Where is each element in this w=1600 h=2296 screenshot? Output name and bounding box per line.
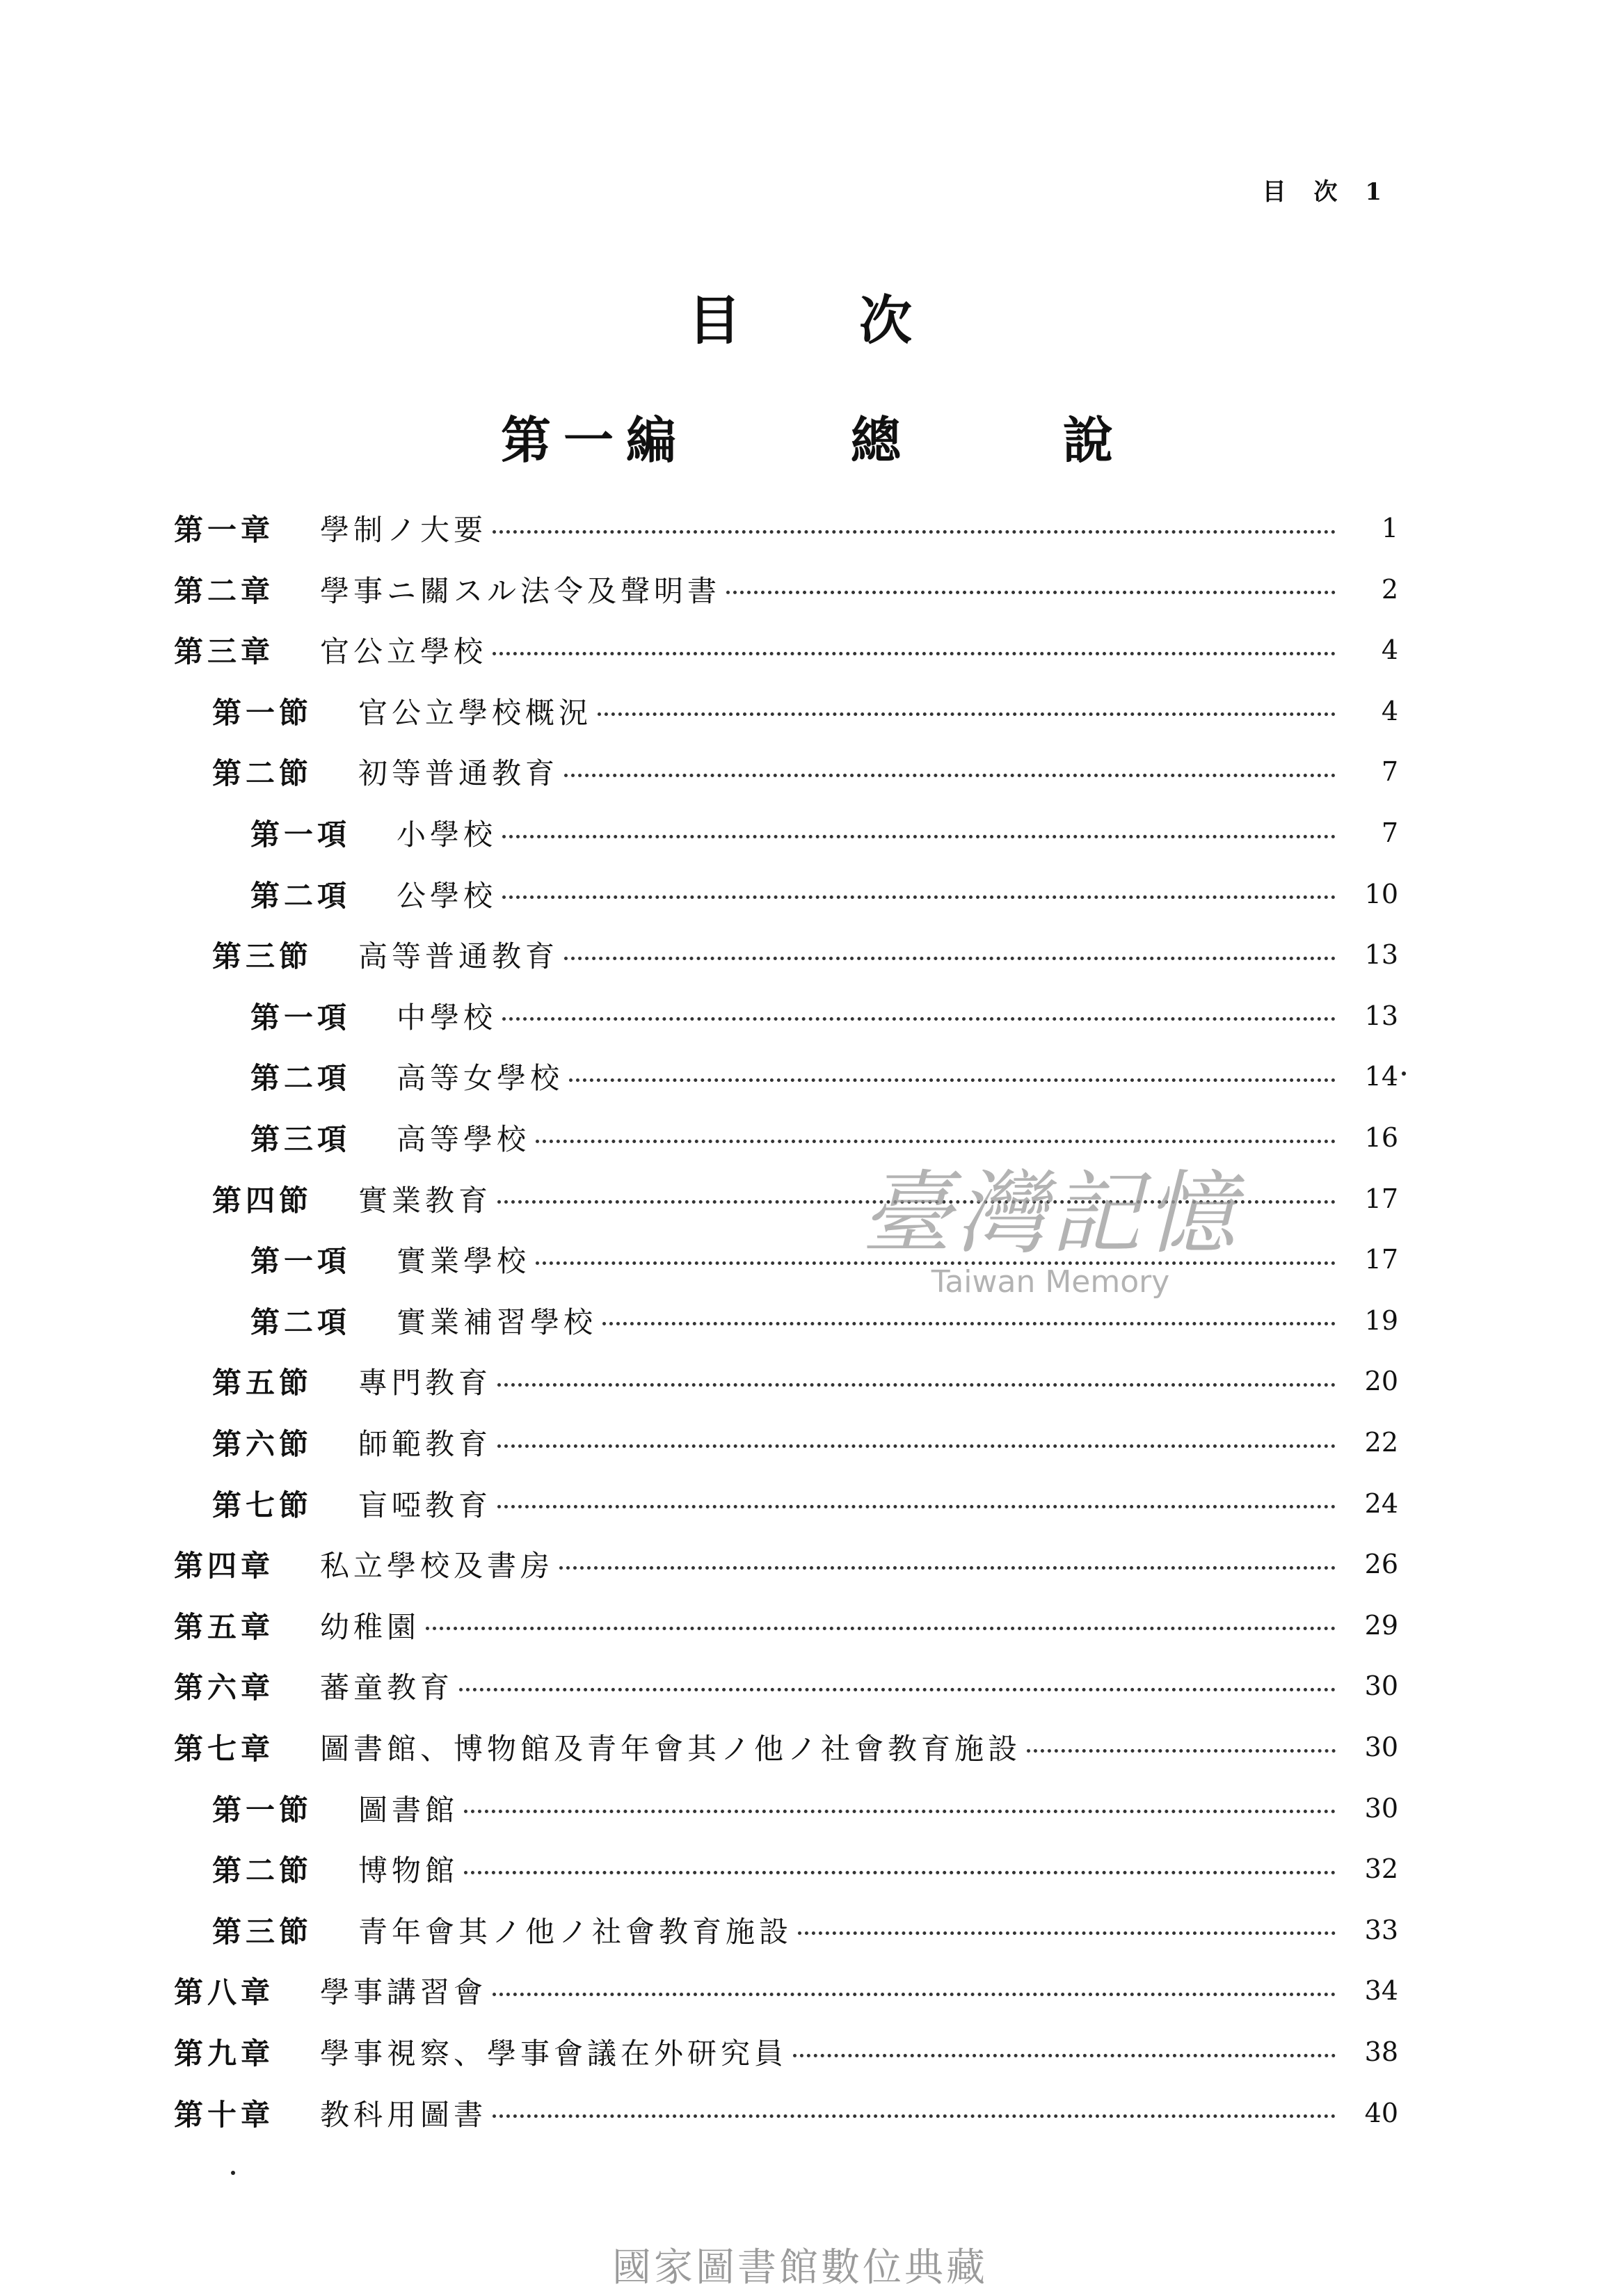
- dot-leader: [726, 591, 1336, 594]
- toc-entry-page-number: 34: [1364, 1975, 1398, 2007]
- toc-entry: [174, 2021, 1398, 2082]
- toc-entry-number: 第一項: [250, 818, 351, 852]
- toc-entry-number: 第二項: [250, 1305, 351, 1339]
- toc-entry-page-number: 13: [1364, 939, 1398, 971]
- toc-entry-title: 師範教育: [358, 1427, 493, 1461]
- toc-entry: [174, 1960, 1398, 2021]
- toc-entry-page-number: 33: [1364, 1914, 1398, 1945]
- toc-entry-page-number: 14: [1364, 1061, 1398, 1092]
- toc-entry-title: 學事ニ關スル法令及聲明書: [320, 573, 721, 608]
- speck: [1402, 1071, 1406, 1076]
- dot-leader: [464, 1871, 1336, 1874]
- dot-leader: [602, 1322, 1336, 1325]
- toc-entry-number: 第二項: [250, 1061, 351, 1096]
- toc-entry: [250, 863, 1398, 925]
- toc-entry-number: 第五節: [212, 1366, 313, 1401]
- toc-entry: [250, 1046, 1398, 1107]
- toc-entry-title: 盲啞教育: [358, 1488, 493, 1522]
- toc-entry-page-number: 2: [1381, 573, 1398, 605]
- toc-entry-number: 第一節: [212, 1792, 313, 1827]
- watermark-chinese-text: 臺灣記憶: [861, 1161, 1240, 1266]
- toc-entry-title: 公學校: [397, 878, 497, 913]
- dot-leader: [502, 835, 1336, 838]
- toc-entry-number: 第六章: [174, 1671, 275, 1705]
- toc-entry: [174, 497, 1398, 559]
- toc-entry: [250, 985, 1398, 1046]
- dot-leader: [569, 1078, 1336, 1082]
- toc-entry-title: 中學校: [397, 1000, 497, 1035]
- toc-entry-title: 官公立學校概況: [358, 695, 593, 730]
- toc-entry: [212, 1838, 1398, 1899]
- toc-entry-title: 學事視察、學事會議在外研究員: [320, 2036, 788, 2071]
- toc-entry-page-number: 1: [1381, 513, 1398, 543]
- toc-entry: [174, 1655, 1398, 1716]
- toc-entry-number: 第七章: [174, 1732, 275, 1766]
- dot-leader: [459, 1688, 1336, 1691]
- toc-entry-title: 幼稚園: [320, 1609, 421, 1644]
- toc-entry-number: 第九章: [174, 2036, 275, 2071]
- toc-entry-page-number: 4: [1381, 635, 1398, 666]
- toc-entry-page-number: 38: [1364, 2036, 1398, 2067]
- toc-entry-title: 初等普通教育: [358, 756, 559, 791]
- toc-entry: [250, 802, 1398, 863]
- toc-entry-page-number: 26: [1364, 1549, 1398, 1580]
- toc-entry-page-number: 19: [1364, 1305, 1398, 1336]
- toc-entry-number: 第三節: [212, 939, 313, 974]
- dot-leader: [559, 1566, 1336, 1570]
- toc-entry-number: 第二節: [212, 1853, 313, 1888]
- toc-entry-title: 學事講習會: [320, 1975, 488, 2010]
- toc-entry: [174, 1716, 1398, 1778]
- toc-entry-page-number: 17: [1364, 1244, 1398, 1275]
- toc-entry: [212, 680, 1398, 742]
- toc-entry-title: 實業補習學校: [397, 1305, 598, 1339]
- dot-leader: [493, 2114, 1336, 2118]
- toc-entry-page-number: 32: [1364, 1853, 1398, 1885]
- toc-entry: [174, 1533, 1398, 1595]
- toc-entry-number: 第一節: [212, 695, 313, 730]
- toc-entry-number: 第十章: [174, 2097, 275, 2132]
- toc-entry-number: 第一項: [250, 1244, 351, 1279]
- running-header: 目 次 1: [1262, 178, 1391, 206]
- toc-entry-number: 第四章: [174, 1549, 275, 1584]
- toc-entry-title: 小學校: [397, 818, 497, 852]
- toc-entry-number: 第一章: [174, 513, 275, 547]
- part-heading: [501, 400, 1113, 472]
- toc-entry-title: 博物館: [358, 1853, 459, 1888]
- toc-entry-title: 青年會其ノ他ノ社會教育施設: [358, 1914, 793, 1949]
- toc-entry-page-number: 30: [1364, 1671, 1398, 1702]
- dot-leader: [564, 774, 1336, 777]
- part-name-second-char: 說: [1062, 410, 1113, 470]
- toc-entry: [174, 559, 1398, 620]
- toc-entry-title: 學制ノ大要: [320, 513, 488, 547]
- library-footer-stamp: 國家圖書館數位典藏: [612, 2245, 988, 2290]
- toc-entry-page-number: 13: [1364, 1000, 1398, 1031]
- toc-entry-title: 高等學校: [397, 1122, 531, 1156]
- toc-entry-page-number: 16: [1364, 1122, 1398, 1153]
- dot-leader: [497, 1444, 1336, 1448]
- toc-entry-page-number: 40: [1364, 2097, 1398, 2128]
- toc-entry-number: 第二節: [212, 756, 313, 791]
- toc-entry-number: 第三項: [250, 1122, 351, 1156]
- toc-entry-number: 第三章: [174, 635, 275, 669]
- dot-leader: [793, 2054, 1336, 2057]
- toc-entry-title: 實業學校: [397, 1244, 531, 1279]
- toc-entry-page-number: 24: [1364, 1488, 1398, 1519]
- dot-leader: [426, 1627, 1336, 1630]
- dot-leader: [564, 957, 1336, 960]
- dot-leader: [1027, 1749, 1336, 1753]
- toc-entry-title: 教科用圖書: [320, 2097, 488, 2132]
- watermark-english-text: Taiwan Memory: [931, 1264, 1170, 1300]
- toc-entry-title: 高等女學校: [397, 1061, 564, 1096]
- toc-entry: [212, 741, 1398, 802]
- toc-entry-title: 官公立學校: [320, 635, 488, 669]
- toc-entry-page-number: 20: [1364, 1366, 1398, 1397]
- dot-leader: [502, 1017, 1336, 1021]
- toc-entry: [212, 1778, 1398, 1839]
- toc-entry-number: 第二項: [250, 878, 351, 913]
- toc-entry-title: 圖書館: [358, 1792, 459, 1827]
- toc-entry: [174, 2082, 1398, 2144]
- toc-entry-page-number: 17: [1364, 1183, 1398, 1214]
- toc-entry-number: 第一項: [250, 1000, 351, 1035]
- dot-leader: [464, 1810, 1336, 1813]
- toc-entry-title: 蕃童教育: [320, 1671, 454, 1705]
- toc-entry-page-number: 7: [1381, 756, 1398, 788]
- toc-entry: [212, 1899, 1398, 1961]
- toc-entry-page-number: 10: [1364, 878, 1398, 909]
- toc-entry: [174, 1595, 1398, 1656]
- page-title: 目次: [688, 289, 1030, 351]
- dot-leader: [598, 712, 1336, 716]
- toc-entry: [174, 619, 1398, 680]
- toc-entry-title: 高等普通教育: [358, 939, 559, 974]
- toc-entry-page-number: 30: [1364, 1792, 1398, 1824]
- toc-entry-number: 第四節: [212, 1183, 313, 1218]
- dot-leader: [502, 895, 1336, 899]
- toc-entry-number: 第二章: [174, 573, 275, 608]
- part-name-first-char: 總: [850, 410, 901, 470]
- toc-entry: [212, 924, 1398, 985]
- dot-leader: [497, 1505, 1336, 1508]
- toc-entry: [212, 1412, 1398, 1473]
- toc-entry-number: 第三節: [212, 1914, 313, 1949]
- toc-entry-page-number: 4: [1381, 695, 1398, 726]
- toc-entry-number: 第八章: [174, 1975, 275, 2010]
- toc-entry-page-number: 29: [1364, 1609, 1398, 1641]
- taiwan-memory-watermark: [807, 1141, 1294, 1300]
- toc-entry: [212, 1473, 1398, 1534]
- toc-entry-title: 實業教育: [358, 1183, 493, 1218]
- toc-entry-number: 第五章: [174, 1609, 275, 1644]
- toc-entry-page-number: 7: [1381, 818, 1398, 848]
- toc-entry-page-number: 30: [1364, 1732, 1398, 1762]
- dot-leader: [497, 1383, 1336, 1387]
- toc-entry-title: 專門教育: [358, 1366, 493, 1401]
- dot-leader: [493, 530, 1336, 534]
- toc-entry-number: 第七節: [212, 1488, 313, 1522]
- part-number: 第一編: [501, 410, 689, 470]
- toc-entry: [212, 1350, 1398, 1412]
- dot-leader: [493, 1993, 1336, 1996]
- toc-entry-title: 圖書館、博物館及青年會其ノ他ノ社會教育施設: [320, 1732, 1022, 1766]
- toc-entry-page-number: 22: [1364, 1427, 1398, 1458]
- speck: [231, 2171, 235, 2175]
- dot-leader: [798, 1931, 1336, 1935]
- dot-leader: [493, 652, 1336, 655]
- toc-entry-title: 私立學校及書房: [320, 1549, 554, 1584]
- toc-entry-number: 第六節: [212, 1427, 313, 1461]
